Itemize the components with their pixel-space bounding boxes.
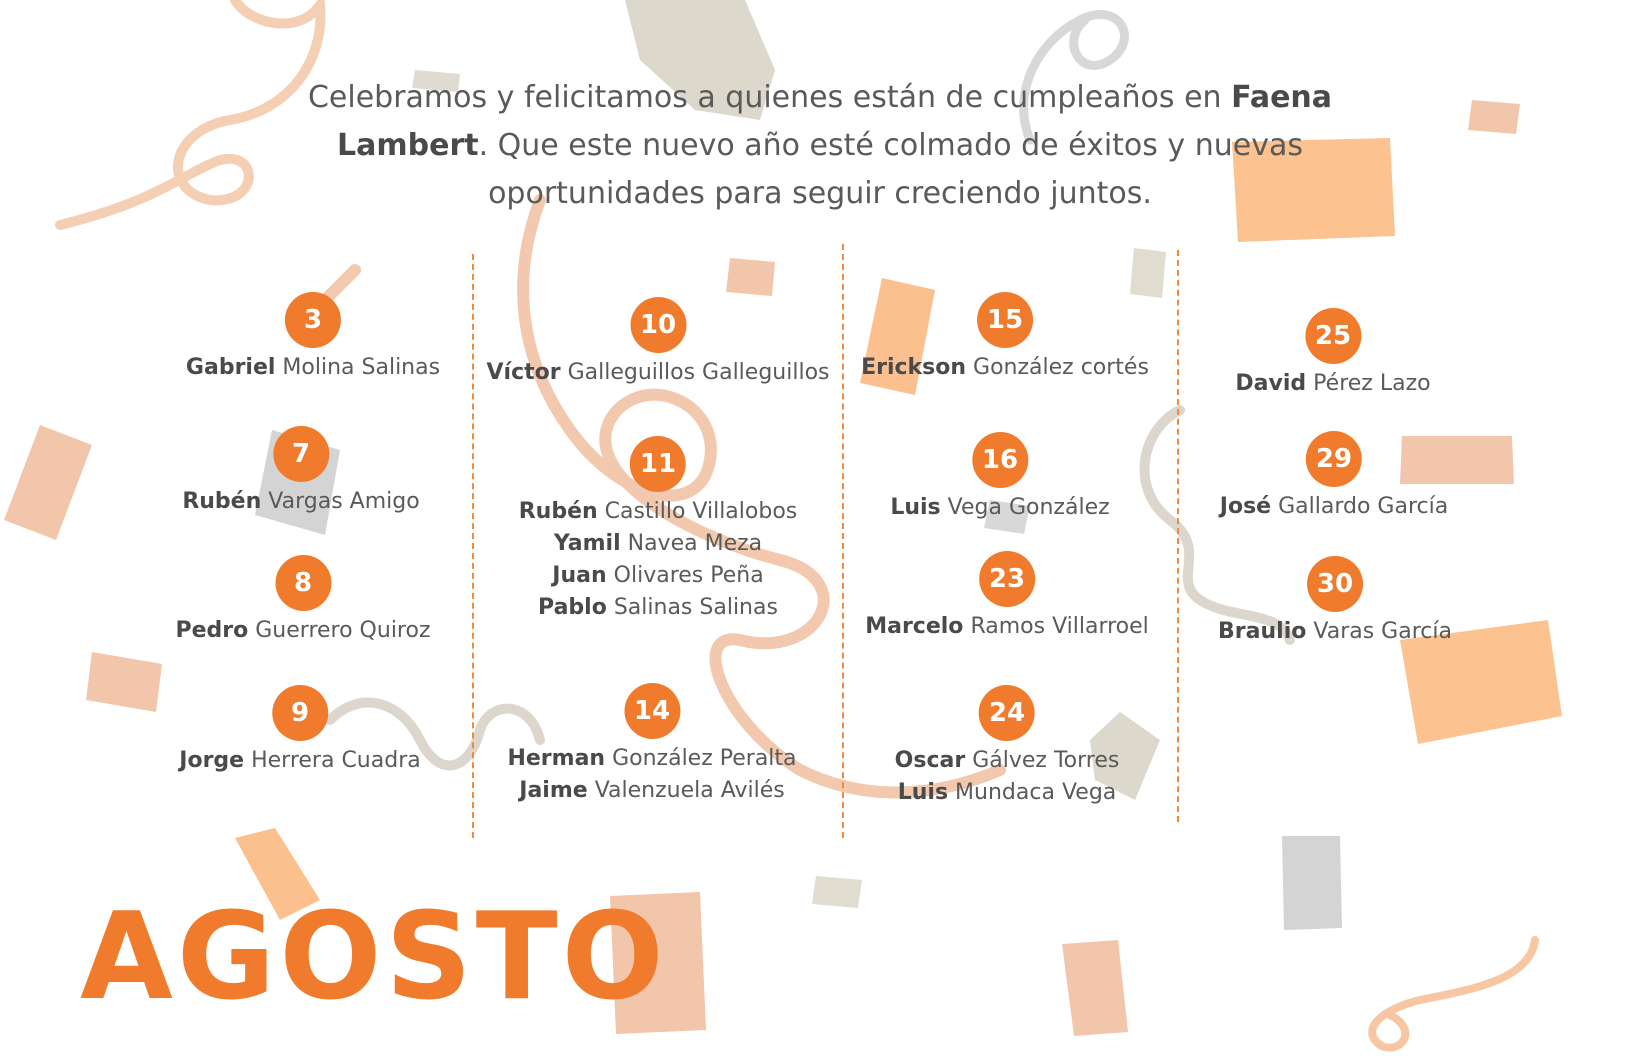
day-badge: 14 bbox=[624, 683, 680, 739]
first-name: Pablo bbox=[538, 595, 607, 620]
confetti-piece bbox=[1282, 836, 1342, 930]
birthday-entry bbox=[890, 432, 1109, 524]
person-name bbox=[487, 357, 830, 389]
person-name bbox=[1220, 491, 1448, 523]
person-name bbox=[519, 496, 798, 528]
person-name bbox=[519, 592, 798, 624]
person-names bbox=[1218, 616, 1452, 648]
person-name bbox=[895, 777, 1120, 809]
first-name: Luis bbox=[890, 495, 941, 520]
confetti-piece bbox=[1130, 248, 1166, 298]
person-names bbox=[1220, 491, 1448, 523]
person-name bbox=[1218, 616, 1452, 648]
last-name: Gallardo García bbox=[1278, 494, 1449, 519]
birthday-entry bbox=[519, 436, 798, 624]
first-name: Rubén bbox=[518, 499, 598, 524]
last-name: Guerrero Quiroz bbox=[255, 618, 431, 643]
first-name: Rubén bbox=[182, 489, 262, 514]
last-name: Gálvez Torres bbox=[972, 748, 1120, 773]
birthday-entry bbox=[175, 555, 430, 647]
person-names bbox=[861, 352, 1149, 384]
person-name bbox=[507, 743, 796, 775]
first-name: Erickson bbox=[861, 355, 967, 380]
birthday-entry bbox=[179, 685, 420, 777]
last-name: Olivares Peña bbox=[613, 563, 764, 588]
day-badge: 23 bbox=[979, 551, 1035, 607]
first-name: Pedro bbox=[175, 618, 249, 643]
first-name: Víctor bbox=[486, 360, 561, 385]
intro-message bbox=[290, 74, 1350, 218]
first-name: Herman bbox=[507, 746, 606, 771]
person-name bbox=[861, 352, 1149, 384]
person-names bbox=[507, 743, 796, 807]
person-name bbox=[182, 486, 419, 518]
person-names bbox=[175, 615, 430, 647]
first-name: David bbox=[1235, 371, 1307, 396]
last-name: Mundaca Vega bbox=[955, 780, 1117, 805]
confetti-piece bbox=[4, 425, 92, 540]
person-name bbox=[890, 492, 1109, 524]
first-name: Luis bbox=[897, 780, 949, 805]
birthday-entry bbox=[182, 426, 419, 518]
column-divider bbox=[472, 254, 474, 838]
person-name bbox=[895, 745, 1120, 777]
last-name: Salinas Salinas bbox=[613, 595, 778, 620]
day-badge: 11 bbox=[630, 436, 686, 492]
streamer-decoration bbox=[60, 0, 320, 225]
person-name bbox=[186, 352, 440, 384]
day-badge: 10 bbox=[630, 297, 686, 353]
day-badge: 30 bbox=[1307, 556, 1363, 612]
person-name bbox=[1235, 368, 1430, 400]
last-name: Vega González bbox=[947, 495, 1110, 520]
person-name bbox=[175, 615, 430, 647]
day-badge: 7 bbox=[273, 426, 329, 482]
confetti-piece bbox=[812, 876, 862, 908]
first-name: Juan bbox=[552, 563, 607, 588]
birthday-entry bbox=[1220, 431, 1448, 523]
day-badge: 15 bbox=[977, 292, 1033, 348]
confetti-piece bbox=[726, 258, 775, 296]
last-name: Castillo Villalobos bbox=[604, 499, 798, 524]
first-name: Braulio bbox=[1218, 619, 1307, 644]
birthday-entry bbox=[861, 292, 1149, 384]
last-name: Galleguillos Galleguillos bbox=[567, 360, 830, 385]
person-name bbox=[519, 528, 798, 560]
person-name bbox=[507, 775, 796, 807]
day-badge: 3 bbox=[285, 292, 341, 348]
birthday-entry bbox=[1235, 308, 1430, 400]
person-name bbox=[519, 560, 798, 592]
person-names bbox=[865, 611, 1149, 643]
day-badge: 8 bbox=[275, 555, 331, 611]
birthday-entry bbox=[895, 685, 1120, 809]
first-name: Yamil bbox=[553, 531, 621, 556]
birthday-entry bbox=[1218, 556, 1452, 648]
person-names bbox=[890, 492, 1109, 524]
day-badge: 29 bbox=[1306, 431, 1362, 487]
person-names bbox=[186, 352, 440, 384]
last-name: Valenzuela Avilés bbox=[594, 778, 785, 803]
confetti-piece bbox=[1468, 100, 1520, 134]
last-name: Pérez Lazo bbox=[1313, 371, 1431, 396]
birthday-entry bbox=[186, 292, 440, 384]
birthday-entry bbox=[865, 551, 1149, 643]
person-names bbox=[519, 496, 798, 624]
person-name bbox=[865, 611, 1149, 643]
person-names bbox=[179, 745, 420, 777]
day-badge: 16 bbox=[972, 432, 1028, 488]
first-name: Gabriel bbox=[185, 355, 276, 380]
first-name: Jorge bbox=[179, 748, 245, 773]
last-name: Ramos Villarroel bbox=[970, 614, 1149, 639]
intro-brand: Faena Lambert bbox=[337, 80, 1333, 163]
confetti-piece bbox=[1062, 940, 1128, 1036]
last-name: Navea Meza bbox=[627, 531, 763, 556]
person-name bbox=[179, 745, 420, 777]
last-name: Molina Salinas bbox=[282, 355, 441, 380]
last-name: Varas García bbox=[1313, 619, 1452, 644]
first-name: Oscar bbox=[894, 748, 966, 773]
person-names bbox=[895, 745, 1120, 809]
first-name: Marcelo bbox=[865, 614, 964, 639]
column-divider bbox=[842, 244, 844, 838]
day-badge: 24 bbox=[979, 685, 1035, 741]
first-name: José bbox=[1219, 494, 1272, 519]
last-name: Herrera Cuadra bbox=[251, 748, 421, 773]
streamer-decoration bbox=[1372, 940, 1535, 1048]
last-name: González Peralta bbox=[612, 746, 797, 771]
day-badge: 9 bbox=[272, 685, 328, 741]
person-names bbox=[1235, 368, 1430, 400]
person-names bbox=[182, 486, 419, 518]
birthday-entry bbox=[507, 683, 796, 807]
month-title: AGOSTO bbox=[80, 888, 668, 1027]
last-name: Vargas Amigo bbox=[268, 489, 420, 514]
intro-text-end: . Que este nuevo año esté colmado de éxitos y nuevas oportunidades para seguir creciendo juntos. bbox=[478, 128, 1303, 211]
day-badge: 25 bbox=[1305, 308, 1361, 364]
confetti-piece bbox=[86, 652, 162, 712]
person-names bbox=[487, 357, 830, 389]
last-name: González cortés bbox=[973, 355, 1149, 380]
first-name: Jaime bbox=[519, 778, 588, 803]
column-divider bbox=[1177, 250, 1179, 822]
birthday-entry bbox=[487, 297, 830, 389]
intro-text: Celebramos y felicitamos a quienes están de cumpleaños en bbox=[307, 80, 1232, 115]
